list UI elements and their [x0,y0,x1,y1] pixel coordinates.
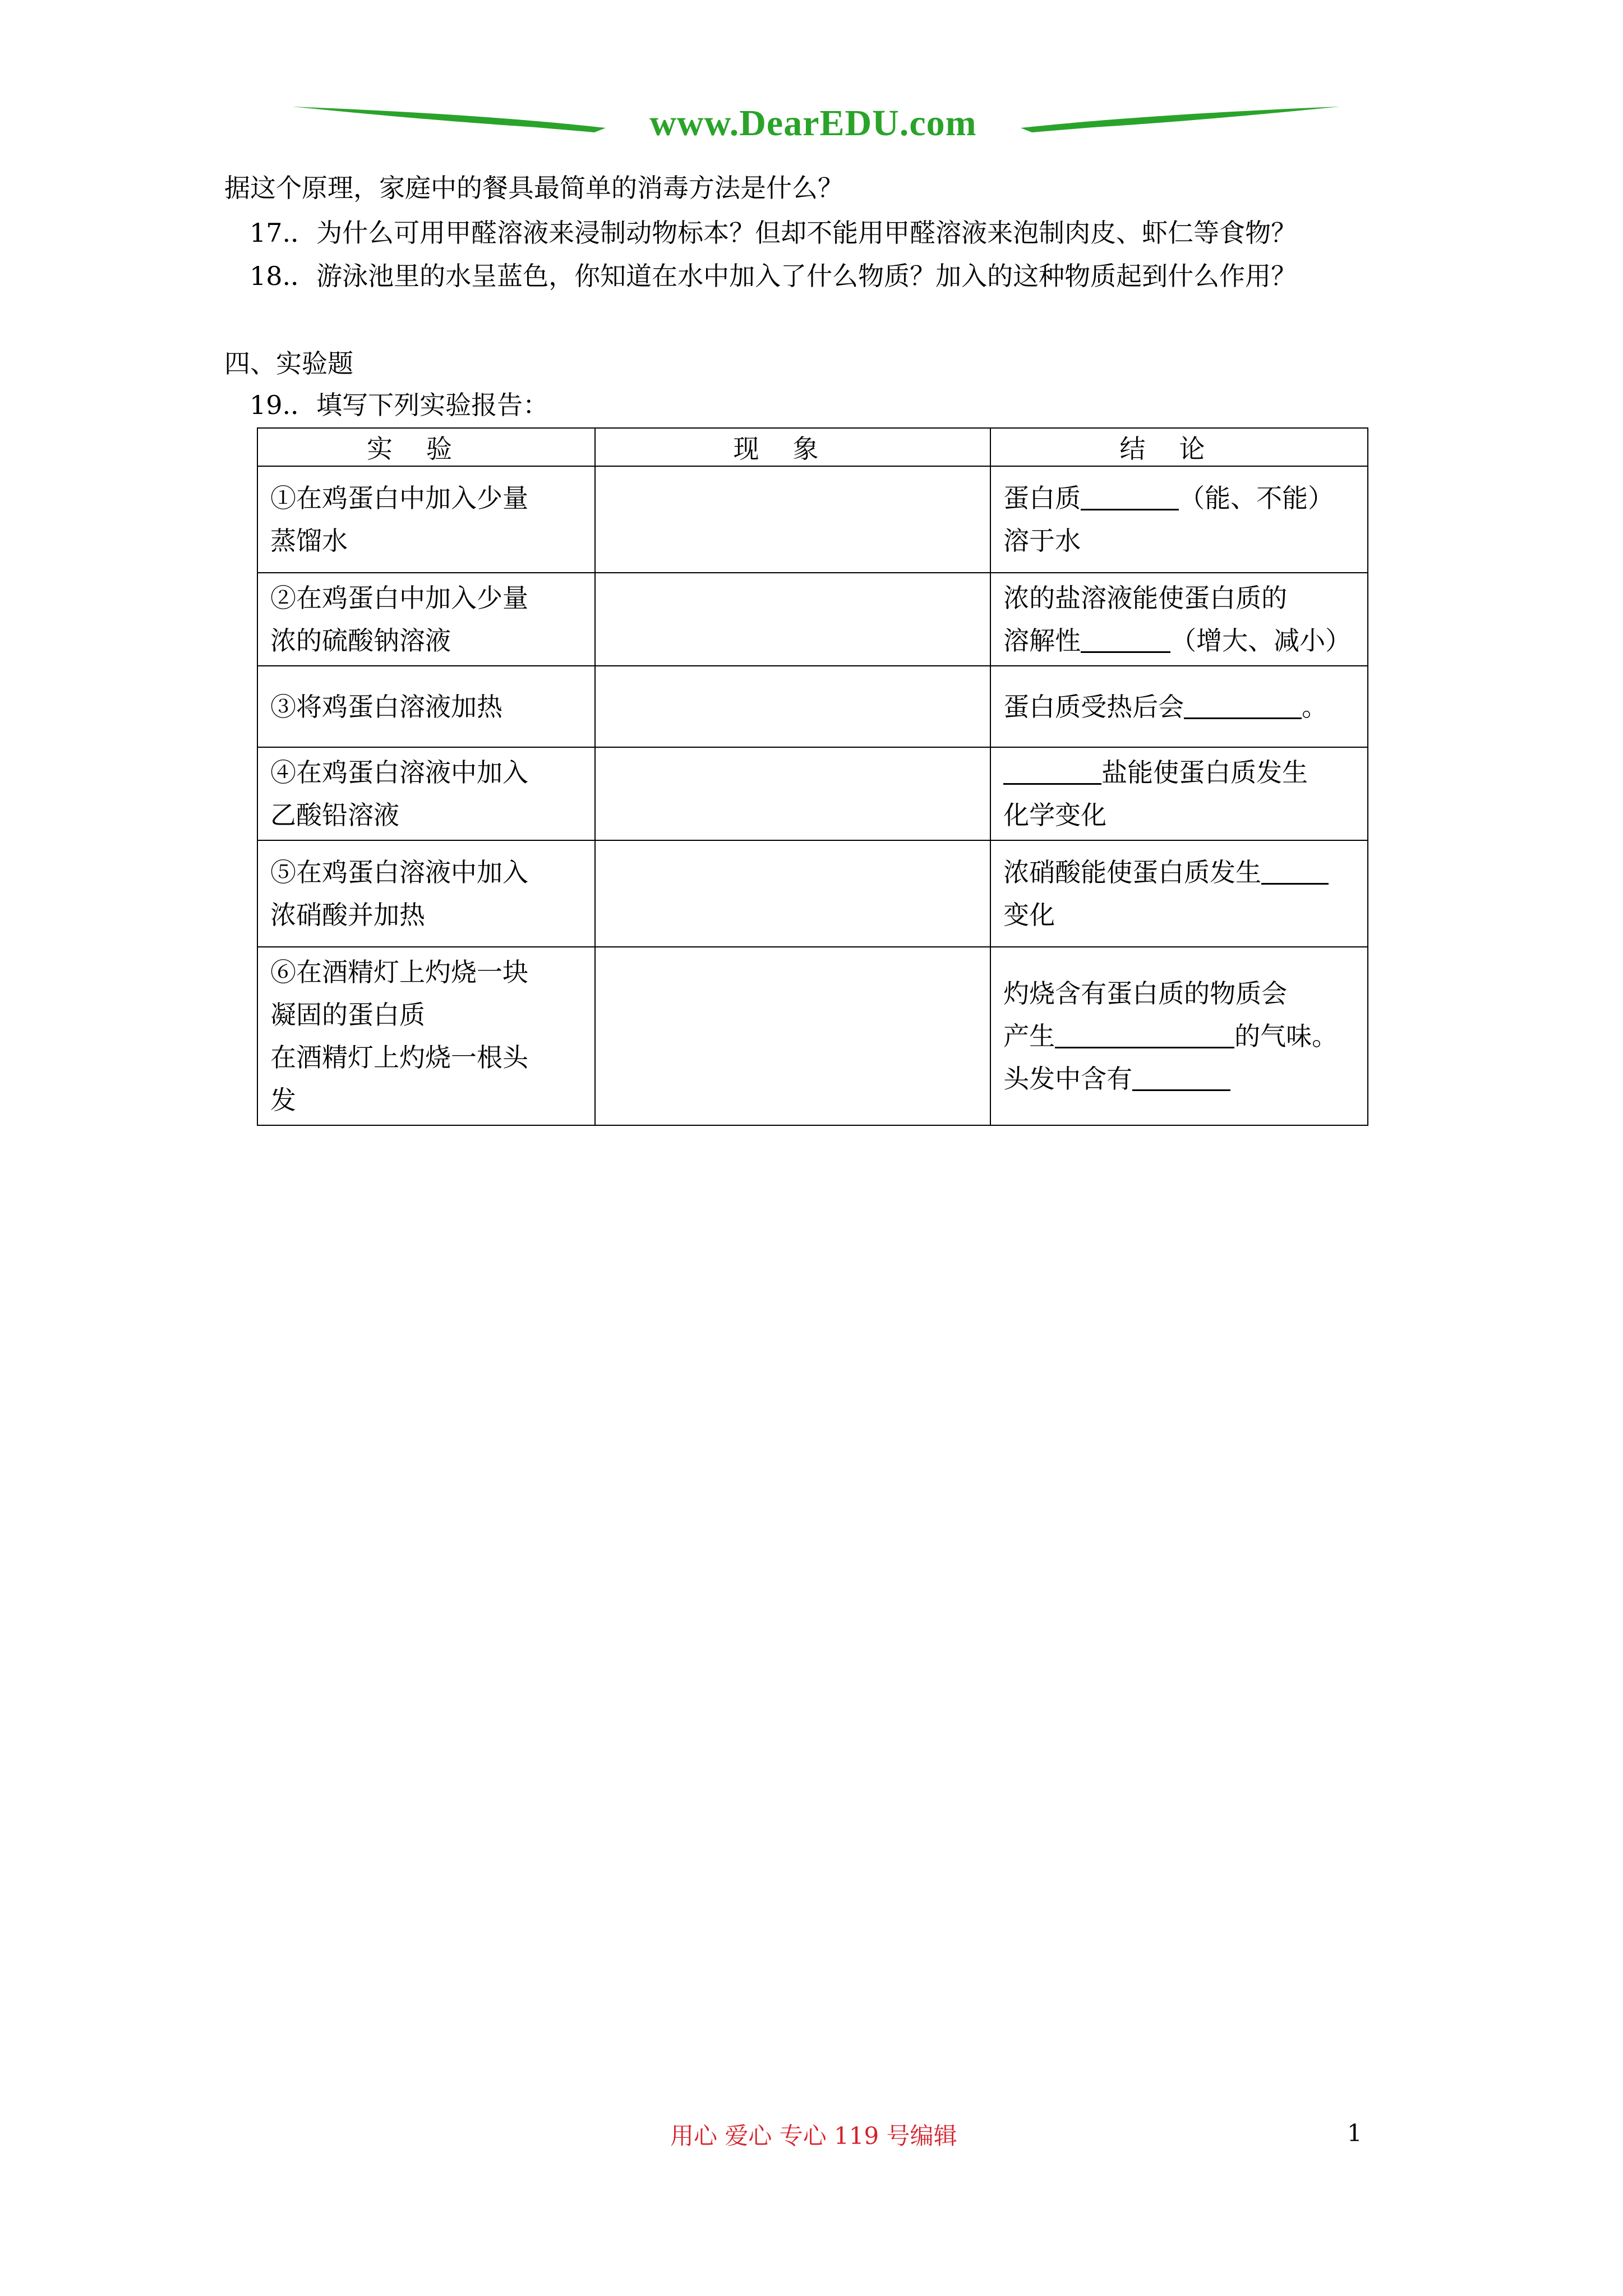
conclusion-cell: 蛋白质 （能、不能） 溶于水 [990,466,1368,573]
experiment-cell: ③将鸡蛋白溶液加热 [257,666,595,747]
answer-blank[interactable] [1132,1061,1230,1091]
phenomenon-cell[interactable] [595,573,990,666]
conclusion-cell: 浓的盐溶液能使蛋白质的 溶解性 （增大、减小） [990,573,1368,666]
conclusion-cell: 灼烧含有蛋白质的物质会 产生 的气味。 头发中含有 [990,947,1368,1125]
experiment-cell: ②在鸡蛋白中加入少量 浓的硫酸钠溶液 [257,573,595,666]
phenomenon-cell[interactable] [595,666,990,747]
table-header-row [257,428,1368,466]
footer-text: 用心 爱心 专心 119 号编辑 [670,2122,957,2150]
experiment-cell: ⑤在鸡蛋白溶液中加入 浓硝酸并加热 [257,840,595,947]
experiment-report-table [257,427,1368,1126]
answer-blank[interactable] [1184,689,1302,719]
question-18: 18.．游泳池里的水呈蓝色，你知道在水中加入了什么物质？加入的这种物质起到什么作用？ [250,261,1297,291]
answer-blank[interactable] [1261,855,1329,885]
header-experiment: 实验 [257,428,595,466]
phenomenon-cell[interactable] [595,747,990,840]
conclusion-cell: 盐能使蛋白质发生 化学变化 [990,747,1368,840]
experiment-cell: ⑥在酒精灯上灼烧一块 凝固的蛋白质 在酒精灯上灼烧一根头 发 [257,947,595,1125]
table-row [257,666,1368,747]
conclusion-cell: 浓硝酸能使蛋白质发生 变化 [990,840,1368,947]
table-row [257,947,1368,1125]
conclusion-cell: 蛋白质受热后会 。 [990,666,1368,747]
section-heading: 四、实验题 [224,348,353,379]
question-19: 19.．填写下列实验报告： [250,390,549,420]
header-brand[interactable]: www.DearEDU.com [649,103,977,144]
table-row [257,840,1368,947]
phenomenon-cell[interactable] [595,840,990,947]
question-17: 17.．为什么可用甲醛溶液来浸制动物标本？但却不能用甲醛溶液来泡制肉皮、虾仁等食物？ [250,218,1297,248]
table-row [257,573,1368,666]
phenomenon-cell[interactable] [595,466,990,573]
table-row [257,747,1368,840]
answer-blank[interactable] [1081,623,1170,653]
page-number: 1 [1347,2119,1362,2147]
answer-blank[interactable] [1003,755,1101,785]
answer-blank[interactable] [1055,1019,1234,1048]
experiment-cell: ①在鸡蛋白中加入少量 蒸馏水 [257,466,595,573]
text-line-principle: 据这个原理，家庭中的餐具最简单的消毒方法是什么？ [224,173,843,203]
phenomenon-cell[interactable] [595,947,990,1125]
header-conclusion: 结论 [990,428,1368,466]
header-phenomenon: 现象 [595,428,990,466]
table-row [257,466,1368,573]
experiment-cell: ④在鸡蛋白溶液中加入 乙酸铅溶液 [257,747,595,840]
answer-blank[interactable] [1081,481,1179,510]
